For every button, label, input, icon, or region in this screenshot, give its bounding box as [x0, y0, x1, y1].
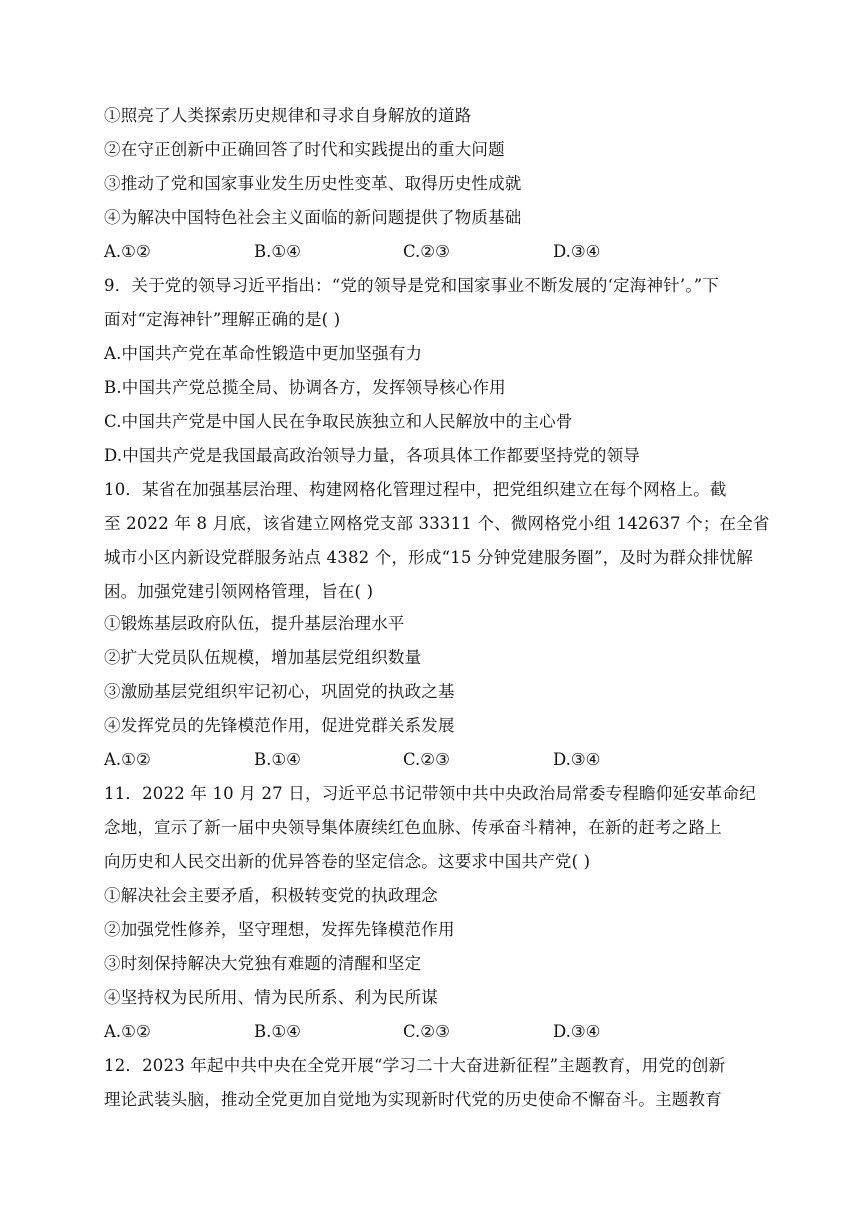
- q10-stem-line-2: 至 2022 年 8 月底，该省建立网格党支部 33311 个、微网格党小组 142637 个；在全省: [104, 514, 770, 533]
- q9-choice-b: B.中国共产党总揽全局、协调各方，发挥领导核心作用: [104, 378, 506, 397]
- q8-option-b: B.①④: [254, 242, 301, 261]
- q9-choice-c: C.中国共产党是中国人民在争取民族独立和人民解放中的主心骨: [104, 412, 573, 431]
- q10-option-c: C.②③: [403, 750, 450, 769]
- q11-item-3: ③时刻保持解决大党独有难题的清醒和坚定: [104, 954, 422, 973]
- q10-item-4: ④发挥党员的先锋模范作用，促进党群关系发展: [104, 716, 455, 735]
- q8-item-4: ④为解决中国特色社会主义面临的新问题提供了物质基础: [104, 208, 522, 227]
- q8-item-1: ①照亮了人类探索历史规律和寻求自身解放的道路: [104, 106, 472, 125]
- q10-item-2: ②扩大党员队伍规模，增加基层党组织数量: [104, 648, 422, 667]
- q12-stem-line-2: 理论武装头脑，推动全党更加自觉地为实现新时代党的历史使命不懈奋斗。主题教育: [104, 1090, 722, 1109]
- q10-option-b: B.①④: [254, 750, 301, 769]
- q11-item-4: ④坚持权为民所用、情为民所系、利为民所谋: [104, 988, 438, 1007]
- q11-option-b: B.①④: [254, 1022, 301, 1041]
- q11-item-2: ②加强党性修养，坚守理想，发挥先锋模范作用: [104, 920, 455, 939]
- q9-stem-line-1: 9．关于党的领导习近平指出：“党的领导是党和国家事业不断发展的‘定海神针’。”下: [104, 276, 720, 295]
- q10-option-a: A.①②: [104, 750, 151, 769]
- q10-stem-line-1: 10．某省在加强基层治理、构建网格化管理过程中，把党组织建立在每个网格上。截: [104, 480, 727, 499]
- q10-stem-line-3: 城市小区内新设党群服务站点 4382 个，形成“15 分钟党建服务圈”，及时为群众排忧解: [104, 548, 753, 567]
- q10-item-1: ①锻炼基层政府队伍，提升基层治理水平: [104, 614, 405, 633]
- q8-item-2: ②在守正创新中正确回答了时代和实践提出的重大问题: [104, 140, 505, 159]
- q10-item-3: ③激励基层党组织牢记初心，巩固党的执政之基: [104, 682, 455, 701]
- q10-option-d: D.③④: [553, 750, 601, 769]
- q11-stem-line-3: 向历史和人民交出新的优异答卷的坚定信念。这要求中国共产党( ): [104, 852, 591, 871]
- q8-option-a: A.①②: [104, 242, 151, 261]
- q11-stem-line-2: 念地，宣示了新一届中央领导集体赓续红色血脉、传承奋斗精神，在新的赶考之路上: [104, 818, 722, 837]
- q11-item-1: ①解决社会主要矛盾，积极转变党的执政理念: [104, 886, 438, 905]
- q12-stem-line-1: 12．2023 年起中共中央在全党开展“学习二十大奋进新征程”主题教育，用党的创新: [104, 1056, 726, 1075]
- q9-stem-line-2: 面对“定海神针”理解正确的是( ): [104, 310, 341, 329]
- q9-choice-d: D.中国共产党是我国最高政治领导力量，各项具体工作都要坚持党的领导: [104, 446, 640, 465]
- q11-option-c: C.②③: [403, 1022, 450, 1041]
- q8-option-d: D.③④: [553, 242, 601, 261]
- q9-choice-a: A.中国共产党在革命性锻造中更加坚强有力: [104, 344, 423, 363]
- q11-stem-line-1: 11．2022 年 10 月 27 日，习近平总书记带领中共中央政治局常委专程瞻仰延安革命纪: [104, 784, 756, 803]
- q10-stem-line-4: 困。加强党建引领网格管理，旨在( ): [104, 582, 374, 601]
- q8-option-c: C.②③: [403, 242, 450, 261]
- q11-option-d: D.③④: [553, 1022, 601, 1041]
- q8-item-3: ③推动了党和国家事业发生历史性变革、取得历史性成就: [104, 174, 522, 193]
- q11-option-a: A.①②: [104, 1022, 151, 1041]
